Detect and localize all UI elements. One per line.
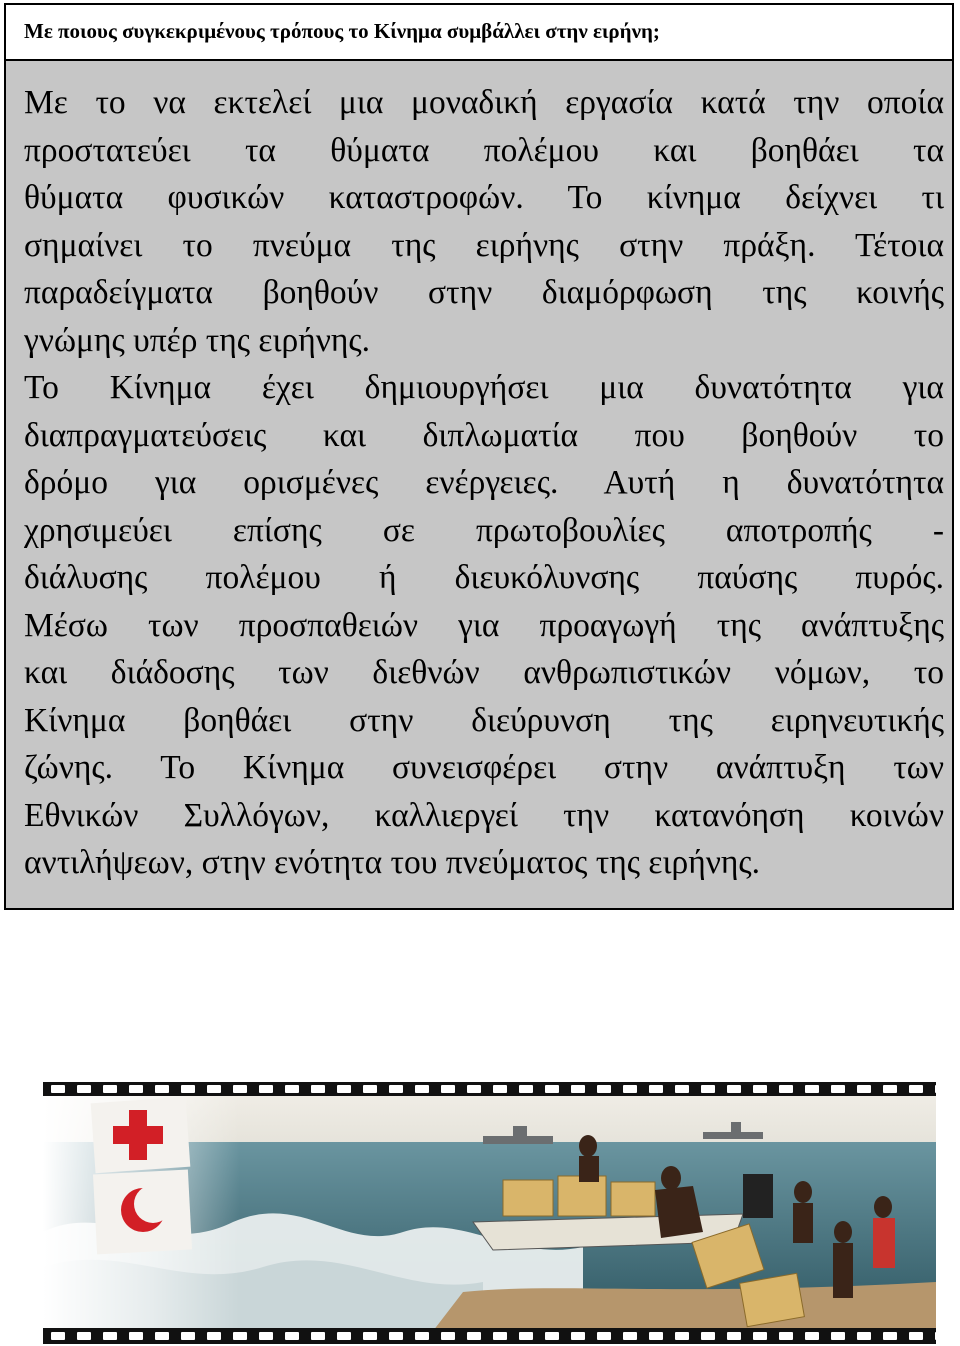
sprocket-hole (701, 1085, 715, 1093)
sprocket-hole (545, 1085, 559, 1093)
sprocket-hole (77, 1332, 91, 1340)
sprocket-hole (259, 1332, 273, 1340)
film-strip-bottom (43, 1328, 936, 1344)
sprocket-hole (753, 1085, 767, 1093)
sprocket-hole (441, 1085, 455, 1093)
sprocket-hole (415, 1332, 429, 1340)
sprocket-hole (493, 1332, 507, 1340)
sprocket-hole (233, 1085, 247, 1093)
sprocket-hole (129, 1332, 143, 1340)
paragraph-line: αντιλήψεων, στην ενότητα του πνεύματος της ειρήνης. (24, 844, 761, 881)
sprocket-hole (285, 1085, 299, 1093)
sprocket-hole (441, 1332, 455, 1340)
sprocket-hole (155, 1085, 169, 1093)
sprocket-hole (467, 1332, 481, 1340)
sprocket-hole (753, 1332, 767, 1340)
answer-paragraph (24, 79, 944, 887)
paragraph-line: Εθνικών Συλλόγων, καλλιεργεί την κατανόηση κοινών (24, 796, 944, 834)
sprocket-hole (519, 1332, 533, 1340)
paragraph-line: Μέσω των προσπαθειών για προαγωγή της ανάπτυξης (24, 606, 944, 644)
sprocket-hole (623, 1085, 637, 1093)
paragraph-line: Με το να εκτελεί μια μοναδική εργασία κατά την οποία (24, 84, 944, 121)
sprocket-hole (675, 1332, 689, 1340)
paragraph-line: διαπραγματεύσεις και διπλωματία που βοηθούν το (24, 416, 944, 454)
sprocket-hole (415, 1085, 429, 1093)
sprocket-hole (233, 1332, 247, 1340)
sprocket-hole (103, 1332, 117, 1340)
sprocket-hole (727, 1332, 741, 1340)
sprocket-hole (909, 1332, 923, 1340)
sprocket-hole (207, 1332, 221, 1340)
sprocket-hole (831, 1332, 845, 1340)
red-cross-flag-icon (91, 1097, 191, 1173)
sprocket-hole (883, 1332, 897, 1340)
sprocket-hole (337, 1085, 351, 1093)
sprocket-hole (857, 1085, 871, 1093)
sprocket-hole (779, 1332, 793, 1340)
sprocket-hole (571, 1332, 585, 1340)
paragraph-line: παραδείγματα βοηθούν στην διαμόρφωση της κοινής (24, 274, 944, 311)
text-card (4, 3, 954, 910)
sprocket-hole (285, 1332, 299, 1340)
paragraph-line: Κίνημα βοηθάει στην διεύρυνση της ειρηνευτικής (24, 701, 944, 739)
sprocket-hole (155, 1332, 169, 1340)
sprocket-hole (77, 1085, 91, 1093)
sprocket-hole (883, 1085, 897, 1093)
sprocket-hole (857, 1332, 871, 1340)
sprocket-hole (467, 1085, 481, 1093)
paragraph-line: ζώνης. Το Κίνημα συνεισφέρει στην ανάπτυξη των (24, 749, 944, 786)
sprocket-hole (935, 1085, 936, 1093)
sprocket-hole (597, 1332, 611, 1340)
sprocket-hole (805, 1332, 819, 1340)
paragraph-line: και διάδοσης των διεθνών ανθρωπιστικών νόμων, το (24, 654, 944, 691)
paragraph-line: διάλυσης πολέμου ή διευκόλυνσης παύσης πυρός. (24, 559, 944, 596)
paragraph-line: θύματα φυσικών καταστροφών. Το κίνημα δείχνει τι (24, 179, 944, 216)
sprocket-hole (181, 1085, 195, 1093)
sprocket-hole (545, 1332, 559, 1340)
sprocket-hole (649, 1085, 663, 1093)
sprocket-hole (909, 1085, 923, 1093)
paragraph-line: Το Κίνημα έχει δημιουργήσει μια δυνατότητα για (24, 369, 944, 406)
sprocket-hole (831, 1085, 845, 1093)
question-heading: Με ποιους συγκεκριμένους τρόπους το Κίνημα συμβάλλει στην ειρήνη; (6, 5, 952, 61)
sprocket-hole (649, 1332, 663, 1340)
sprocket-hole (597, 1085, 611, 1093)
sprocket-hole (675, 1085, 689, 1093)
sprocket-hole (727, 1085, 741, 1093)
sprocket-hole (311, 1332, 325, 1340)
film-strip-top (43, 1082, 936, 1096)
sprocket-hole (181, 1332, 195, 1340)
sprocket-hole (493, 1085, 507, 1093)
sprocket-hole (363, 1085, 377, 1093)
sprocket-hole (389, 1332, 403, 1340)
sprocket-hole (51, 1332, 65, 1340)
sprocket-hole (259, 1085, 273, 1093)
paragraph-line: γνώμης υπέρ της ειρήνης. (24, 321, 371, 359)
sprocket-hole (337, 1332, 351, 1340)
sprocket-hole (805, 1085, 819, 1093)
sprocket-hole (207, 1085, 221, 1093)
paragraph-line: σημαίνει το πνεύμα της ειρήνης στην πράξη. Τέτοια (24, 226, 944, 264)
sprocket-hole (103, 1085, 117, 1093)
sprocket-hole (571, 1085, 585, 1093)
sprocket-hole (779, 1085, 793, 1093)
sprocket-hole (129, 1085, 143, 1093)
sprocket-hole (363, 1332, 377, 1340)
paragraph-line: προστατεύει τα θύματα πολέμου και βοηθάει τα (24, 131, 944, 169)
sprocket-hole (519, 1085, 533, 1093)
sprocket-hole (623, 1332, 637, 1340)
sprocket-hole (389, 1085, 403, 1093)
sprocket-hole (51, 1085, 65, 1093)
red-crescent-flag-icon (93, 1170, 192, 1255)
sprocket-hole (701, 1332, 715, 1340)
illustration-photo (43, 1082, 936, 1344)
paragraph-line: δρόμο για ορισμένες ενέργειες. Αυτή η δυνατότητα (24, 464, 944, 501)
paragraph-line: χρησιμεύει επίσης σε πρωτοβουλίες αποτροπής - (24, 511, 944, 549)
sprocket-hole (935, 1332, 936, 1340)
sprocket-hole (311, 1085, 325, 1093)
